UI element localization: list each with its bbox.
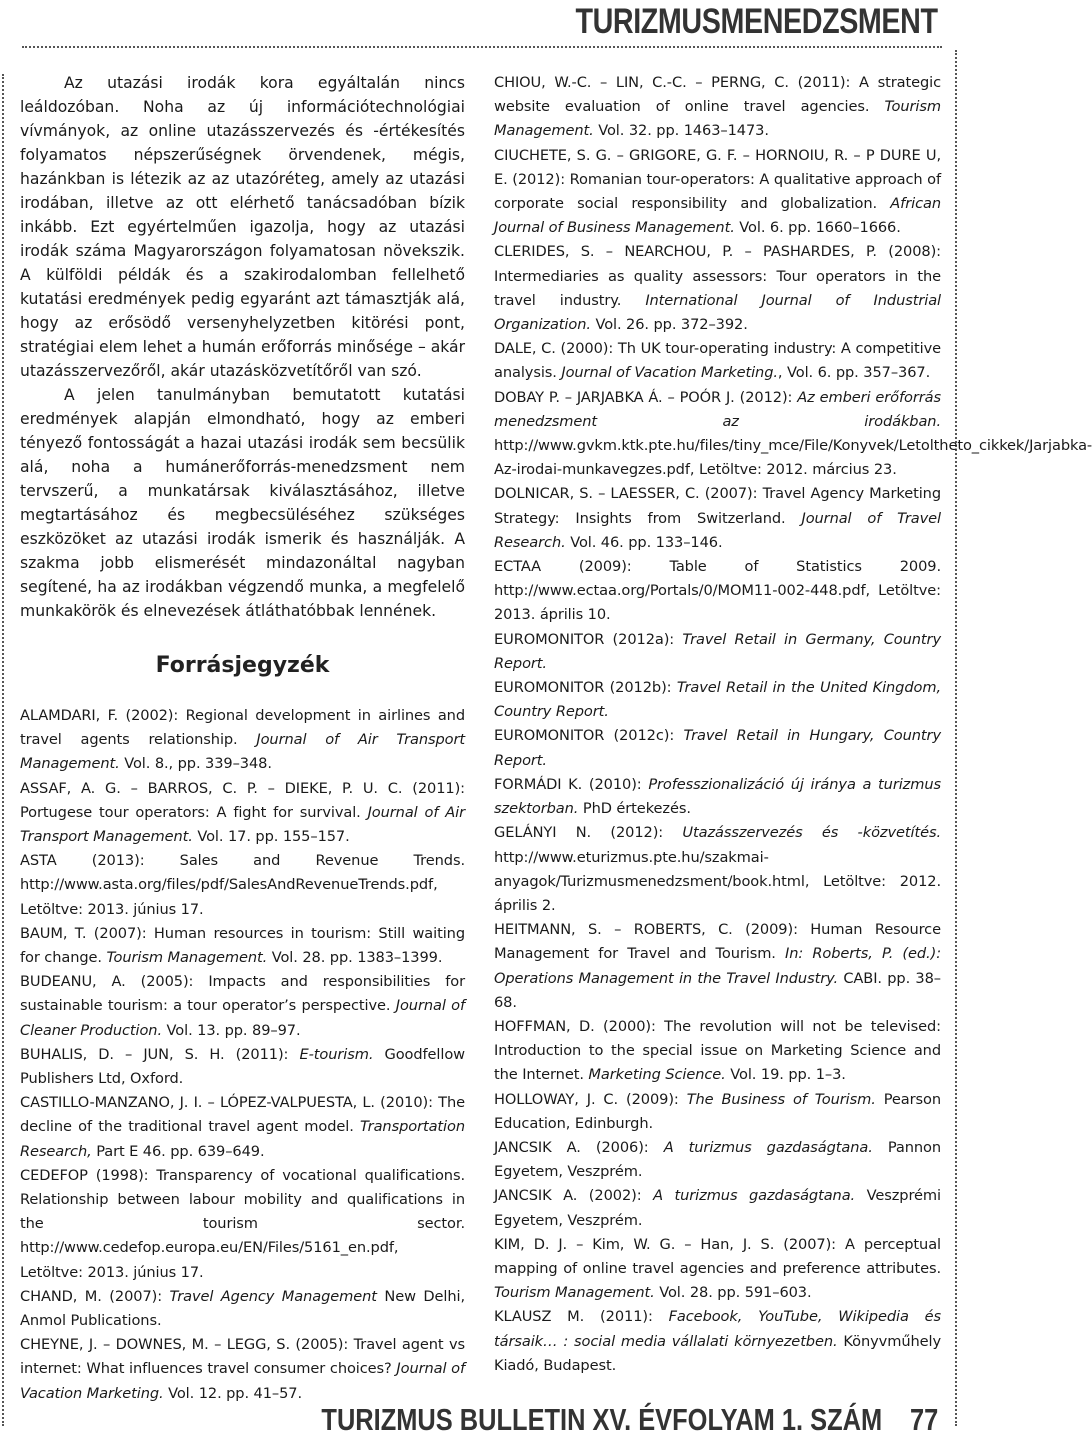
reference-list-left bbox=[20, 704, 465, 1406]
reference-text: GELÁNYI N. (2012): bbox=[494, 824, 683, 842]
reference-title: Journal of Vacation Marketing. bbox=[20, 1360, 465, 1402]
reference-text: DOBAY P. – JARJABKA Á. – POÓR J. (2012): bbox=[494, 388, 798, 406]
reference-text: JANCSIK A. (2002): bbox=[494, 1187, 654, 1205]
reference-text: HOFFMAN, D. (2000): The revolution will not be televised: Introduction to the special issue on Marketing Science and the Internet. bbox=[494, 1017, 941, 1084]
reference-text: EUROMONITOR (2012c): bbox=[494, 727, 684, 745]
reference-text: Vol. 46. pp. 133–146. bbox=[565, 533, 723, 551]
reference-text: New Delhi, Anmol Publications. bbox=[20, 1287, 465, 1330]
reference-text: HEITMANN, S. – ROBERTS, C. (2009): Human Resource Management for Travel and Tourism. bbox=[494, 921, 941, 963]
reference-text: KLAUSZ M. (2011): bbox=[494, 1308, 669, 1326]
reference-text: Part E 46. pp. 639–649. bbox=[91, 1142, 265, 1160]
reference-text: BUDEANU, A. (2005): Impacts and responsibilities for sustainable tourism: a tour operator’s perspective. bbox=[20, 973, 465, 1015]
reference-entry bbox=[20, 1164, 465, 1285]
running-header: TURIZMUSMENEDZSMENT bbox=[575, 2, 938, 41]
reference-text: Vol. 8., pp. 339–348. bbox=[119, 755, 272, 773]
reference-title: The Business of Tourism. bbox=[686, 1090, 876, 1108]
header-divider bbox=[22, 46, 942, 48]
reference-list-right bbox=[494, 71, 1092, 1378]
reference-entry bbox=[20, 1333, 465, 1406]
reference-title: Facebook, YouTube, Wikipedia és társaik… : social media vállalati környezetben. bbox=[494, 1308, 941, 1350]
reference-title: Journal of Air Transport Management. bbox=[20, 731, 465, 773]
reference-text: CIUCHETE, S. G. – GRIGORE, G. F. – HORNOIU, R. – P DURE U, E. (2012): Romanian tour-operators: A qualitative approach of corporate social responsibility and globalization. bbox=[494, 146, 941, 213]
reference-text: HOLLOWAY, J. C. (2009): bbox=[494, 1090, 687, 1108]
reference-text: ECTAA (2009): Table of Statistics 2009. http://www.ectaa.org/Portals/0/MOM11-002-448.pdf, Letöltve: 2013. április 10. bbox=[494, 558, 941, 624]
reference-entry bbox=[494, 918, 941, 1015]
reference-title: Journal of Cleaner Production. bbox=[20, 997, 465, 1039]
reference-entry bbox=[494, 1088, 941, 1136]
reference-text: CHEYNE, J. – DOWNES, M. – LEGG, S. (2005): Travel agent vs internet: What influences travel consumer choices? bbox=[20, 1336, 465, 1378]
body-paragraph: Az utazási irodák kora egyáltalán nincs leáldozóban. Noha az új információtechnológiai vívmányok, az online utazásszervezés és -értékesítés folyamatos népszerűségnek örvendenek, mégis, hazánkban is létezik az az utazóréteg, amely az utazási irodában, illetve az ott elérhető tanácsadóban bízik inkább. Ezt egyértelműen igazolja, hogy az utazási irodák száma Magyarországon folyamatosan növekszik. A külföldi példák és a szakirodalomban fellelhető kutatási eredmények pedig egyaránt azt támasztják alá, hogy az erősödő versenyhelyzetben kitörési pont, stratégiai elem lehet a humán erőforrás minősége – akár utazásszervezőről, akár utazásközvetítőről van szó. bbox=[20, 74, 465, 380]
reference-title: Travel Retail in the United Kingdom, Country Report. bbox=[494, 679, 941, 721]
left-margin-rule bbox=[2, 74, 4, 1426]
reference-text: DALE, C. (2000): Th UK tour-operating industry: A competitive analysis. bbox=[494, 340, 941, 382]
reference-text: Könyvműhely Kiadó, Budapest. bbox=[494, 1332, 941, 1374]
reference-title: A turizmus gazdaságtana. bbox=[653, 1187, 856, 1205]
reference-entry bbox=[20, 849, 465, 922]
reference-entry bbox=[494, 144, 941, 241]
reference-text: Vol. 17. pp. 155–157. bbox=[192, 828, 350, 846]
reference-text: http://www.gvkm.ktk.pte.hu/files/tiny_mce/File/Konyvek/Letoltheto_cikkek/Jarjabka-Az-irodai-munkavegzes.pdf, Letöltve: 2012. március 23. bbox=[494, 437, 1092, 479]
reference-title: Tourism Management. bbox=[106, 949, 268, 967]
reference-text: JANCSIK A. (2006): bbox=[494, 1138, 664, 1156]
reference-title: Travel Retail in Germany, Country Report. bbox=[494, 630, 941, 672]
publication-title: TURIZMUS BULLETIN XV. ÉVFOLYAM 1. SZÁM bbox=[321, 1402, 882, 1437]
reference-text: ASTA (2013): Sales and Revenue Trends. http://www.asta.org/files/pdf/SalesAndRevenueTrends.pdf, Letöltve: 2013. június 17. bbox=[20, 852, 465, 918]
reference-text: DOLNICAR, S. – LAESSER, C. (2007): Travel Agency Marketing Strategy: Insights from Switzerland. bbox=[494, 485, 941, 527]
reference-text: CEDEFOP (1998): Transparency of vocational qualifications. Relationship between labour mobility and qualifications in the tourism sector. http://www.cedefop.europa.eu/EN/Files/5161_en.pdf, Letöltve: 2013. június 17. bbox=[20, 1166, 465, 1281]
reference-title: International Journal of Industrial Organization. bbox=[494, 291, 941, 334]
reference-text: CASTILLO-MANZANO, J. I. – LÓPEZ-VALPUESTA, L. (2010): The decline of the traditional travel agent model. bbox=[20, 1094, 465, 1136]
reference-text: EUROMONITOR (2012a): bbox=[494, 630, 683, 648]
reference-entry bbox=[494, 773, 941, 821]
reference-text: KIM, D. J. – Kim, W. G. – Han, J. S. (2007): A perceptual mapping of online travel agencies and preference attributes. bbox=[494, 1235, 941, 1277]
reference-entry bbox=[494, 1184, 941, 1232]
reference-text: EUROMONITOR (2012b): bbox=[494, 679, 677, 697]
reference-text: Vol. 28. pp. 1383–1399. bbox=[267, 949, 443, 967]
right-column bbox=[494, 71, 1092, 1378]
reference-entry bbox=[494, 71, 941, 144]
reference-entry bbox=[494, 1015, 941, 1088]
reference-entry bbox=[494, 676, 941, 724]
reference-text: http://www.eturizmus.pte.hu/szakmai-anyagok/Turizmusmenedzsment/book.html, Letöltve: 2012. április 2. bbox=[494, 848, 941, 914]
reference-text: ALAMDARI, F. (2002): Regional development in airlines and travel agents relationship. bbox=[20, 707, 465, 749]
reference-title: Tourism Management. bbox=[494, 1284, 655, 1302]
reference-title: Utazásszervezés és -közvetítés. bbox=[682, 824, 941, 842]
reference-entry bbox=[20, 1043, 465, 1091]
reference-entry bbox=[494, 337, 941, 385]
reference-title: Professzionalizáció új iránya a turizmus szektorban. bbox=[494, 775, 941, 818]
reference-title: Journal of Travel Research. bbox=[494, 509, 941, 551]
reference-title: Travel Retail in Hungary, Country Report. bbox=[494, 727, 941, 769]
reference-text: , Vol. 6. pp. 357–367. bbox=[777, 364, 931, 382]
reference-entry bbox=[494, 482, 941, 555]
reference-text: BAUM, T. (2007): Human resources in tourism: Still waiting for change. bbox=[20, 924, 465, 967]
reference-text: FORMÁDI K. (2010): bbox=[494, 775, 649, 793]
reference-text: BUHALIS, D. – JUN, S. H. (2011): bbox=[20, 1045, 300, 1063]
reference-text: ASSAF, A. G. – BARROS, C. P. – DIEKE, P. U. C. (2011): Portugese tour operators: A fight for survival. bbox=[20, 779, 465, 821]
reference-title: Travel Agency Management bbox=[169, 1287, 377, 1305]
reference-text: Vol. 26. pp. 372–392. bbox=[590, 316, 748, 334]
reference-text: Veszprémi Egyetem, Veszprém. bbox=[494, 1187, 941, 1229]
reference-entry bbox=[20, 1285, 465, 1333]
reference-entry bbox=[494, 821, 941, 918]
page-footer bbox=[321, 1402, 938, 1438]
reference-title: Journal of Air Transport Management. bbox=[20, 803, 465, 846]
reference-entry bbox=[494, 386, 1092, 483]
reference-entry bbox=[20, 704, 465, 777]
reference-entry bbox=[20, 777, 465, 850]
reference-text: Vol. 19. pp. 1–3. bbox=[725, 1066, 846, 1084]
right-margin-rule bbox=[955, 50, 957, 1426]
body-paragraph: A jelen tanulmányban bemutatott kutatási eredmények alapján elmondható, hogy az emberi tényező fontosságát a hazai utazási irodák sem becsülik alá, noha a humánerőforrás-menedzsment nem tervszerű, a munkatársak kiválasztásához, illetve megtartásához és megbecsüléséhez szükséges eszközöket az utazási irodák ismerik és használják. A szakma jobb elismerését mindazonáltal nagyban segítené, ha az irodákban végzendő munka, a megfelelő munkakörök és elnevezések átláthatóbbak lennének. bbox=[20, 386, 465, 620]
reference-title: A turizmus gazdaságtana. bbox=[663, 1138, 873, 1156]
reference-text: Vol. 28. pp. 591–603. bbox=[654, 1284, 812, 1302]
reference-text: Vol. 32. pp. 1463–1473. bbox=[593, 122, 769, 140]
reference-title: In: Roberts, P. (ed.): Operations Management in the Travel Industry. bbox=[494, 945, 942, 987]
reference-entry bbox=[494, 1233, 941, 1306]
reference-title: African Journal of Business Management. bbox=[494, 195, 941, 237]
references-heading: Forrásjegyzék bbox=[155, 653, 330, 678]
reference-text: CHAND, M. (2007): bbox=[20, 1287, 170, 1305]
left-column bbox=[20, 71, 465, 1406]
reference-entry bbox=[494, 724, 941, 772]
reference-text: Vol. 12. pp. 41–57. bbox=[163, 1384, 303, 1402]
page-number: 77 bbox=[909, 1402, 938, 1437]
reference-title: Az emberi erőforrás menedzsment az irodákban. bbox=[494, 388, 941, 430]
reference-entry bbox=[20, 1091, 465, 1164]
reference-title: Marketing Science. bbox=[588, 1066, 726, 1084]
reference-text: PhD értekezés. bbox=[578, 800, 691, 818]
reference-text: Vol. 6. pp. 1660–1666. bbox=[734, 219, 901, 237]
reference-entry bbox=[494, 1305, 941, 1378]
reference-text: Pearson Education, Edinburgh. bbox=[494, 1090, 941, 1132]
reference-entry bbox=[494, 240, 941, 337]
reference-text: Pannon Egyetem, Veszprém. bbox=[494, 1138, 941, 1181]
reference-text: CABI. pp. 38–68. bbox=[494, 969, 941, 1011]
reference-title: E-tourism. bbox=[299, 1045, 374, 1063]
reference-entry bbox=[494, 1136, 941, 1184]
reference-text: Vol. 13. pp. 89–97. bbox=[162, 1021, 301, 1039]
reference-title: Journal of Vacation Marketing. bbox=[561, 364, 778, 382]
reference-title: Tourism Management. bbox=[494, 98, 941, 140]
reference-entry bbox=[494, 555, 941, 628]
reference-text: CLERIDES, S. – NEARCHOU, P. – PASHARDES, P. (2008): Intermediaries as quality assessors: Tour operators in the travel industry. bbox=[494, 243, 941, 309]
reference-text: CHIOU, W.-C. – LIN, C.-C. – PERNG, C. (2011): A strategic website evaluation of online travel agencies. bbox=[494, 74, 941, 116]
reference-entry bbox=[494, 628, 941, 676]
reference-entry bbox=[20, 970, 465, 1043]
reference-entry bbox=[20, 922, 465, 970]
reference-text: Goodfellow Publishers Ltd, Oxford. bbox=[20, 1045, 466, 1088]
reference-title: Transportation Research, bbox=[20, 1118, 465, 1160]
